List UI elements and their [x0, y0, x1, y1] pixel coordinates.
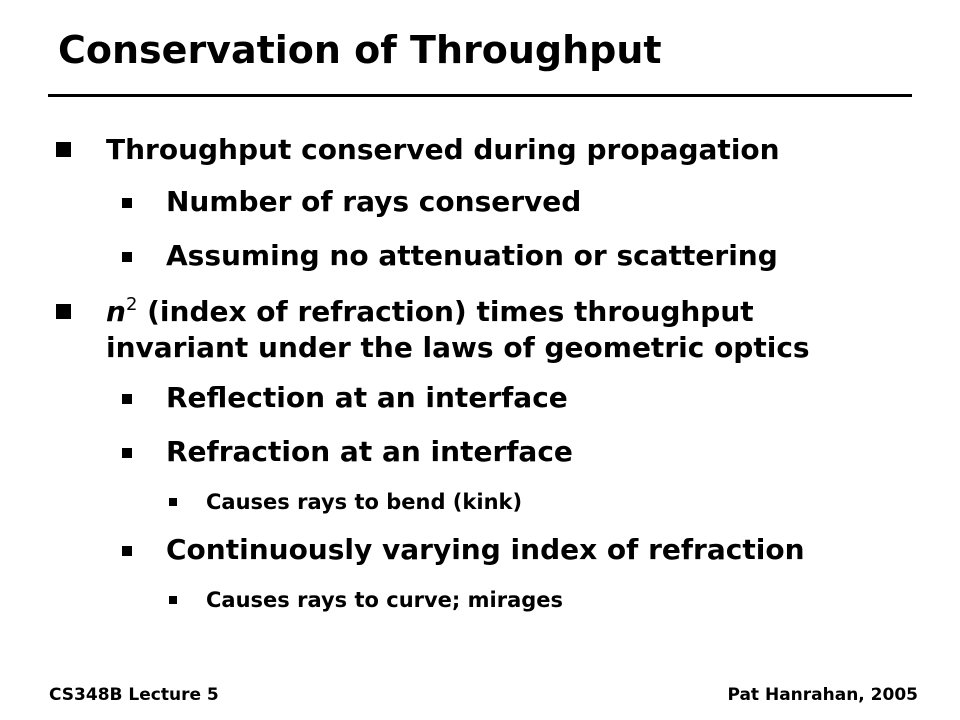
- bullet-rays-curve: [206, 587, 563, 613]
- bullet-square-icon: [56, 304, 71, 319]
- bullet-text: Causes rays to bend (kink): [206, 490, 523, 514]
- bullet-square-icon: [169, 596, 177, 604]
- refractive-index-symbol: n: [106, 295, 126, 328]
- bullet-throughput-conserved: [106, 134, 780, 166]
- bullet-n2-invariant: [106, 296, 810, 364]
- bullet-rays-conserved: [166, 186, 581, 218]
- bullet-square-icon: [122, 448, 132, 458]
- bullet-reflection: [166, 382, 568, 414]
- bullet-rays-bend: [206, 489, 522, 515]
- bullet-square-icon: [122, 252, 132, 262]
- footer-lecture-label: CS348B Lecture 5: [49, 685, 219, 705]
- bullet-text: Assuming no attenuation or scattering: [166, 239, 778, 272]
- bullet-square-icon: [169, 498, 177, 506]
- bullet-text: Causes rays to curve; mirages: [206, 588, 564, 612]
- bullet-text: (index of refraction) times throughput: [137, 295, 754, 328]
- bullet-text: Continuously varying index of refraction: [166, 533, 805, 566]
- bullet-text: Refraction at an interface: [166, 435, 573, 468]
- bullet-square-icon: [122, 198, 132, 208]
- bullet-line-2: invariant under the laws of geometric optics: [106, 331, 810, 364]
- bullet-square-icon: [122, 394, 132, 404]
- bullet-no-attenuation: [166, 240, 778, 272]
- bullet-varying-index: [166, 534, 805, 566]
- bullet-text: Throughput conserved during propagation: [106, 133, 780, 166]
- bullet-text: Reflection at an interface: [166, 381, 568, 414]
- slide-title: Conservation of Throughput: [58, 28, 662, 72]
- title-divider: [48, 94, 912, 97]
- bullet-square-icon: [122, 546, 132, 556]
- bullet-square-icon: [56, 142, 71, 157]
- bullet-text: Number of rays conserved: [166, 185, 582, 218]
- footer-author-label: Pat Hanrahan, 2005: [727, 685, 918, 705]
- bullet-line-1: [106, 296, 810, 332]
- exponent: 2: [125, 294, 138, 315]
- bullet-refraction: [166, 436, 573, 468]
